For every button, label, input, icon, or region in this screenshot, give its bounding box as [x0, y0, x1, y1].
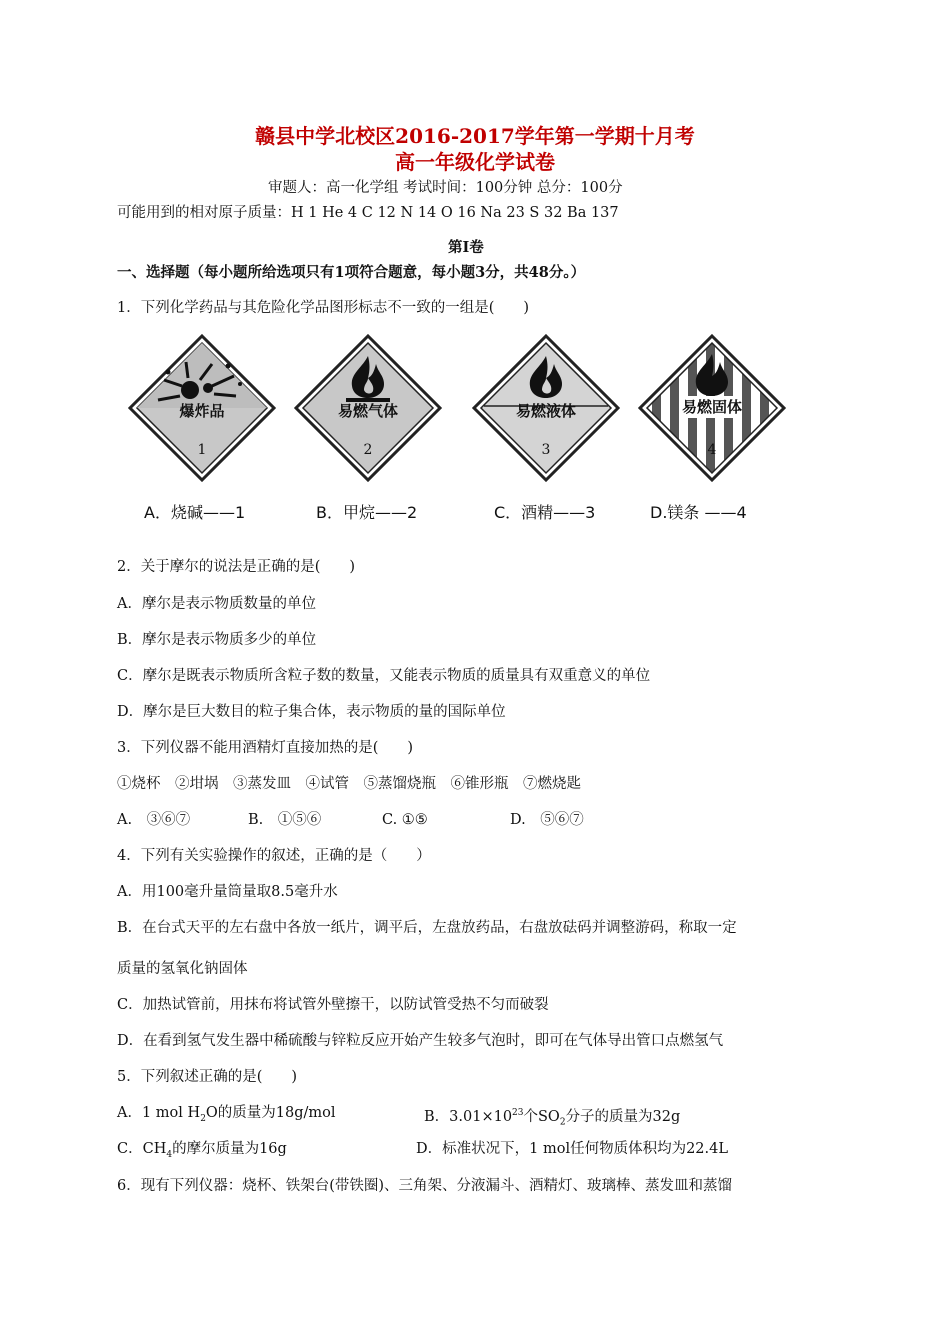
q5-b-superscript: 23: [512, 1108, 524, 1118]
q4-stem: 4．下列有关实验操作的叙述，正确的是（ ）: [117, 848, 431, 864]
volume-label: 第Ⅰ卷: [448, 239, 484, 256]
q3-stem: 3．下列仪器不能用酒精灯直接加热的是( ): [117, 740, 414, 756]
q3-option-b: B. ①⑤⑥: [248, 812, 322, 828]
q2-option-d: D．摩尔是巨大数目的粒子集合体，表示物质的量的国际单位: [117, 704, 506, 720]
sign-label-flammable-gas: 易燃气体: [337, 402, 398, 420]
q1-option-a: A．烧碱——1: [144, 503, 246, 522]
q4-option-d: D．在看到氢气发生器中稀硫酸与锌粒反应开始产生较多气泡时，即可在气体导出管口点燃氢气: [117, 1033, 724, 1049]
explosive-sign: [128, 334, 276, 482]
flammable-solid-sign: [638, 334, 786, 482]
q4-option-a: A．用100毫升量筒量取8.5毫升水: [117, 884, 338, 900]
q1-stem: 1．下列化学药品与其危险化学品图形标志不一致的一组是( ): [117, 300, 530, 316]
q1-option-c: C．酒精——3: [494, 503, 596, 522]
q3-option-c: C. ①⑤: [382, 812, 428, 828]
q2-option-a: A．摩尔是表示物质数量的单位: [117, 596, 316, 612]
q1-option-d: D.镁条 ——4: [650, 503, 747, 522]
q5-b-text-mid: 个SO: [523, 1108, 560, 1125]
q5-option-a: [117, 1103, 336, 1129]
flammable-gas-sign: [294, 334, 442, 482]
q4-option-b-continued: 质量的氢氧化钠固体: [117, 961, 248, 977]
q5-c-subscript: 4: [166, 1149, 173, 1160]
sign-label-explosive: 爆炸品: [179, 402, 225, 420]
q5-a-text-end: O的质量为18g/mol: [205, 1105, 336, 1121]
q5-option-c: [117, 1139, 287, 1165]
flammable-liquid-sign: [472, 334, 620, 482]
q5-b-text: B．3.01×10: [424, 1108, 513, 1125]
q5-b-text-end: 分子的质量为32g: [565, 1108, 681, 1125]
q2-stem: 2．关于摩尔的说法是正确的是( ): [117, 559, 356, 575]
sign-number-3: 3: [541, 442, 551, 458]
q5-option-d: D．标准状况下，1 mol任何物质体积均为22.4L: [416, 1141, 728, 1157]
q5-c-text: C．CH: [117, 1141, 167, 1157]
q2-option-b: B．摩尔是表示物质多少的单位: [117, 632, 317, 648]
q5-b-subscript: 2: [559, 1117, 566, 1128]
exam-subtitle: 高一年级化学试卷: [395, 150, 555, 174]
q1-option-b: B．甲烷——2: [316, 503, 418, 522]
q2-option-c: C．摩尔是既表示物质所含粒子数的数量，又能表示物质的质量具有双重意义的单位: [117, 668, 651, 684]
q3-option-d: D. ⑤⑥⑦: [510, 812, 584, 828]
sign-number-2: 2: [363, 442, 373, 458]
sign-number-1: 1: [197, 442, 207, 458]
q4-option-b: B．在台式天平的左右盘中各放一纸片，调平后，左盘放药品，右盘放砝码并调整游码，称取一定: [117, 920, 737, 936]
q5-c-text-end: 的摩尔质量为16g: [172, 1141, 287, 1157]
sign-label-flammable-solid: 易燃固体: [681, 398, 742, 416]
exam-title: 赣县中学北校区2016-2017学年第一学期十月考: [255, 124, 695, 148]
sign-label-flammable-liquid: 易燃液体: [515, 402, 576, 420]
q5-stem: 5．下列叙述正确的是( ): [117, 1069, 298, 1085]
sign-number-4: 4: [707, 442, 717, 458]
exam-info: 审题人：高一化学组 考试时间：100分钟 总分：100分: [268, 180, 623, 196]
q5-a-text: A．1 mol H: [117, 1105, 201, 1121]
q5-a-subscript: 2: [200, 1113, 206, 1124]
q3-option-a: A. ③⑥⑦: [117, 812, 191, 828]
q4-option-c: C．加热试管前，用抹布将试管外壁擦干，以防试管受热不匀而破裂: [117, 997, 549, 1013]
q5-option-b: [424, 1103, 680, 1133]
section-heading: 一、选择题（每小题所给选项只有1项符合题意，每小题3分，共48分。）: [117, 264, 586, 281]
q3-items: ①烧杯 ②坩埚 ③蒸发皿 ④试管 ⑤蒸馏烧瓶 ⑥锥形瓶 ⑦燃烧匙: [117, 776, 581, 792]
q6-stem: 6．现有下列仪器：烧杯、铁架台(带铁圈)、三角架、分液漏斗、酒精灯、玻璃棒、蒸发皿和蒸馏: [117, 1178, 733, 1194]
atomic-masses: 可能用到的相对原子质量：H 1 He 4 C 12 N 14 O 16 Na 23 S 32 Ba 137: [117, 205, 619, 221]
